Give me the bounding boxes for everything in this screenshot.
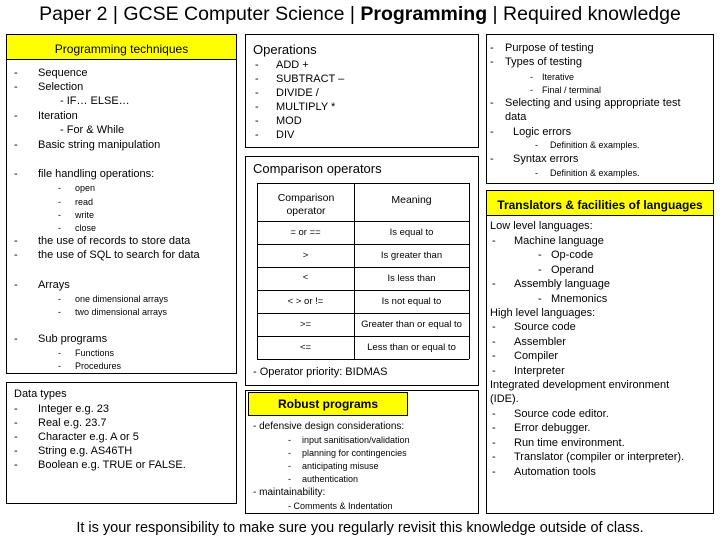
- bullet: -: [14, 168, 18, 180]
- table-line: [257, 267, 469, 268]
- table-cell-meaning: Is greater than: [380, 250, 443, 261]
- table-cell-op: = or ==: [290, 227, 321, 238]
- title-suffix: | Required knowledge: [487, 3, 681, 25]
- datatypes-heading: Data types: [14, 388, 67, 400]
- bullet: -: [490, 56, 494, 68]
- table-header-meaning: Meaning: [391, 194, 432, 206]
- operand: Operand: [551, 264, 594, 276]
- bullet: -: [14, 249, 18, 261]
- table-cell-meaning: Is not equal to: [381, 296, 442, 307]
- mnemonics: Mnemonics: [551, 293, 608, 305]
- bullet: -: [14, 417, 18, 429]
- operations-heading: Operations: [253, 42, 317, 57]
- page-title: [0, 3, 720, 26]
- bullet: -: [14, 235, 18, 247]
- bullet: -: [530, 85, 533, 95]
- bullet: -: [490, 153, 494, 165]
- bullet: -: [58, 361, 61, 371]
- interpreter: Interpreter: [514, 365, 565, 377]
- file-close: close: [75, 223, 97, 233]
- bullet: -: [492, 365, 496, 377]
- array-2d: two dimensional arrays: [75, 307, 168, 317]
- testing-logic-errors: Logic errors: [513, 126, 572, 138]
- table-cell-op: >=: [299, 319, 312, 330]
- bullet: -: [492, 350, 496, 362]
- ide-runtime: Run time environment.: [514, 437, 625, 449]
- bullet: -: [58, 197, 61, 207]
- datatypes-box: [6, 382, 237, 504]
- bullet: -: [58, 348, 61, 358]
- op-mod: MOD: [276, 115, 302, 127]
- bullet: -: [58, 210, 61, 220]
- table-line: [469, 183, 470, 359]
- defensive-item: anticipating misuse: [302, 461, 379, 471]
- translators-heading: Translators & facilities of languages: [497, 198, 703, 212]
- bullet: -: [288, 435, 291, 445]
- bullet: -: [58, 307, 61, 317]
- bullet: -: [538, 293, 542, 305]
- bullet: -: [14, 279, 18, 291]
- technique-file-handling: file handling operations:: [38, 168, 155, 180]
- title-bold: Programming: [360, 3, 488, 25]
- testing-final: Final / terminal: [542, 85, 602, 95]
- bullet: -: [58, 294, 61, 304]
- bullet: -: [255, 101, 259, 113]
- bullet: -: [255, 59, 259, 71]
- footer-note: It is your responsibility to make sure you regularly revisit this knowledge outside of class.: [76, 520, 644, 536]
- technique-iteration: Iteration: [38, 110, 78, 122]
- ide-heading-cont: (IDE).: [490, 393, 519, 405]
- table-line: [257, 359, 469, 360]
- bullet: -: [14, 139, 18, 151]
- testing-selecting-cont: data: [505, 111, 527, 123]
- testing-purpose: Purpose of testing: [505, 42, 594, 54]
- technique-records: the use of records to store data: [38, 235, 191, 247]
- bullet: -: [288, 448, 291, 458]
- bullet: -: [255, 115, 259, 127]
- defensive-heading: - defensive design considerations:: [253, 421, 405, 432]
- bullet: -: [58, 183, 61, 193]
- bullet: -: [535, 168, 538, 178]
- technique-sql: the use of SQL to search for data: [38, 249, 200, 261]
- bullet: -: [14, 333, 18, 345]
- table-line: [354, 183, 355, 359]
- ide-translator: Translator (compiler or interpreter).: [514, 451, 685, 463]
- table-cell-op: < > or !=: [287, 296, 324, 307]
- compiler: Compiler: [514, 350, 559, 362]
- comparison-heading: Comparison operators: [253, 161, 382, 176]
- table-line: [257, 290, 469, 291]
- table-cell-op: <=: [299, 342, 312, 353]
- maintainability-item: - Comments & Indentation: [288, 501, 393, 511]
- technique-arrays: Arrays: [38, 279, 70, 291]
- ide-automation: Automation tools: [514, 466, 596, 478]
- table-cell-op: <: [302, 272, 309, 283]
- testing-iterative: Iterative: [542, 72, 575, 82]
- table-line: [257, 313, 469, 314]
- bullet: -: [492, 408, 496, 420]
- file-read: read: [75, 197, 94, 207]
- bullet: -: [14, 431, 18, 443]
- datatype-character: Character e.g. A or 5: [38, 431, 139, 443]
- table-line: [257, 183, 258, 359]
- ide-heading: Integrated development environment: [490, 379, 670, 391]
- op-multiply: MULTIPLY *: [276, 101, 336, 113]
- table-line: [257, 221, 469, 222]
- defensive-item: input sanitisation/validation: [302, 435, 410, 445]
- technique-string: Basic string manipulation: [38, 139, 161, 151]
- assembly-language: Assembly language: [514, 278, 611, 290]
- technique-sequence: Sequence: [38, 67, 88, 79]
- op-div: DIV: [276, 129, 295, 141]
- bullet: -: [14, 67, 18, 79]
- bullet: -: [288, 461, 291, 471]
- bullet: -: [492, 336, 496, 348]
- table-line: [257, 244, 469, 245]
- datatype-integer: Integer e.g. 23: [38, 403, 109, 415]
- technique-selection: Selection: [38, 81, 84, 93]
- technique-if-else: - IF… ELSE…: [60, 95, 130, 107]
- bullet: -: [255, 73, 259, 85]
- logic-definition: Definition & examples.: [550, 140, 640, 150]
- robust-heading: Robust programs: [277, 397, 378, 411]
- bullet: -: [490, 97, 494, 109]
- bullet: -: [538, 249, 542, 261]
- bullet: -: [14, 110, 18, 122]
- op-add: ADD +: [276, 59, 309, 71]
- bullet: -: [492, 466, 496, 478]
- bullet: -: [14, 459, 18, 471]
- op-code: Op-code: [551, 249, 594, 261]
- file-write: write: [75, 210, 95, 220]
- syntax-definition: Definition & examples.: [550, 168, 640, 178]
- bullet: -: [492, 321, 496, 333]
- bullet: -: [492, 451, 496, 463]
- defensive-item: authentication: [302, 474, 359, 484]
- defensive-item: planning for contingencies: [302, 448, 407, 458]
- testing-types: Types of testing: [505, 56, 583, 68]
- bullet: -: [492, 422, 496, 434]
- bullet: -: [492, 437, 496, 449]
- datatype-string: String e.g. AS46TH: [38, 445, 133, 457]
- bullet: -: [14, 445, 18, 457]
- assembler: Assembler: [514, 336, 566, 348]
- table-cell-meaning: Is less than: [387, 273, 436, 284]
- file-open: open: [75, 183, 96, 193]
- op-subtract: SUBTRACT –: [276, 73, 345, 85]
- table-line: [257, 336, 469, 337]
- testing-selecting: Selecting and using appropriate test: [505, 97, 681, 109]
- bullet: -: [14, 81, 18, 93]
- bullet: -: [530, 72, 533, 82]
- datatype-boolean: Boolean e.g. TRUE or FALSE.: [38, 459, 186, 471]
- array-1d: one dimensional arrays: [75, 294, 169, 304]
- low-level-heading: Low level languages:: [490, 220, 593, 232]
- table-header-operator: Comparison operator: [277, 192, 335, 218]
- ide-source-editor: Source code editor.: [514, 408, 609, 420]
- bullet: -: [14, 403, 18, 415]
- testing-syntax-errors: Syntax errors: [513, 153, 579, 165]
- technique-subprograms: Sub programs: [38, 333, 108, 345]
- bullet: -: [255, 87, 259, 99]
- datatype-real: Real e.g. 23.7: [38, 417, 107, 429]
- table-cell-meaning: Less than or equal to: [367, 342, 456, 353]
- subprogram-functions: Functions: [75, 348, 115, 358]
- subprogram-procedures: Procedures: [75, 361, 122, 371]
- bullet: -: [255, 129, 259, 141]
- technique-for-while: - For & While: [60, 124, 125, 136]
- table-cell-op: >: [302, 250, 309, 261]
- techniques-heading: Programming techniques: [54, 42, 189, 56]
- bullet: -: [490, 42, 494, 54]
- bullet: -: [492, 235, 496, 247]
- table-line: [257, 183, 469, 184]
- title-prefix: Paper 2 | GCSE Computer Science |: [39, 3, 361, 25]
- bullet: -: [58, 223, 61, 233]
- bullet: -: [288, 474, 291, 484]
- table-cell-meaning: Is equal to: [389, 227, 434, 238]
- operator-priority: - Operator priority: BIDMAS: [253, 366, 388, 378]
- source-code: Source code: [514, 321, 576, 333]
- op-divide: DIVIDE /: [276, 87, 319, 99]
- bullet: -: [492, 278, 496, 290]
- table-cell-meaning: Greater than or equal to: [361, 319, 462, 330]
- machine-language: Machine language: [514, 235, 604, 247]
- high-level-heading: High level languages:: [490, 307, 596, 319]
- bullet: -: [535, 140, 538, 150]
- maintainability-heading: - maintainability:: [253, 487, 326, 498]
- bullet: -: [538, 264, 542, 276]
- ide-error-debugger: Error debugger.: [514, 422, 591, 434]
- bullet: -: [490, 126, 494, 138]
